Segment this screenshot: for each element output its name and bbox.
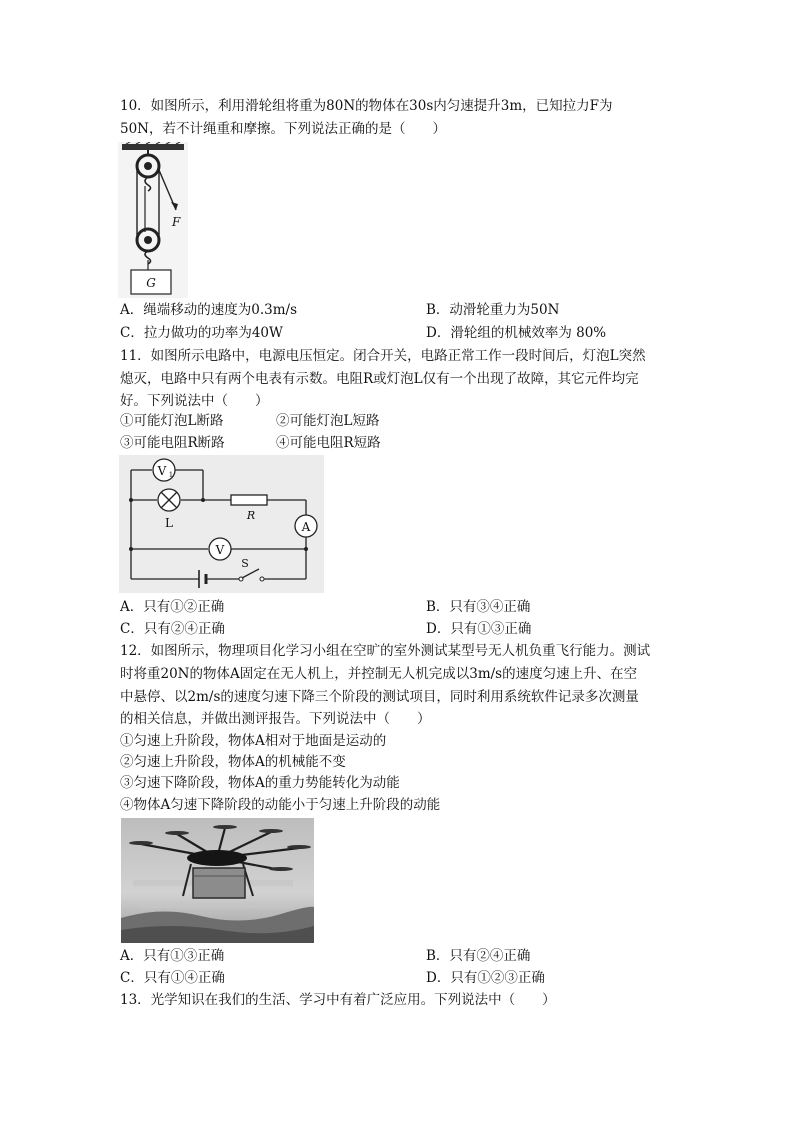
force-label: F (172, 215, 181, 229)
ceiling-mount (122, 144, 184, 150)
voltmeter-v1-label: V (157, 464, 167, 478)
q10-option-c: C．拉力做功的功率为40W (120, 325, 283, 341)
q11-option-b: B．只有③④正确 (426, 599, 531, 615)
q12-option-c: C．只有①④正确 (120, 970, 225, 986)
q12-statement-1: ①匀速上升阶段，物体A相对于地面是运动的 (120, 733, 387, 749)
circuit-diagram-figure (119, 455, 324, 593)
q11-option-a: A．只有①②正确 (120, 599, 225, 615)
q12-statement-3: ③匀速下降阶段，物体A的重力势能转化为动能 (120, 775, 400, 791)
weight-label: G (146, 276, 156, 290)
q10-stem-line-2: 50N，若不计绳重和摩擦。下列说法正确的是（ ） (120, 121, 446, 137)
voltmeter-v-label: V (215, 543, 225, 557)
q11-statement-4: ④可能电阻R短路 (276, 435, 381, 451)
q10-stem-line-1: 10．如图所示，利用滑轮组将重为80N的物体在30s内匀速提升3m，已知拉力F为 (120, 98, 613, 114)
q11-statement-3: ③可能电阻R断路 (120, 435, 225, 451)
q11-option-d: D．只有①③正确 (426, 621, 532, 637)
q12-option-a: A．只有①③正确 (120, 948, 225, 964)
q11-stem-line-2: 熄灭，电路中只有两个电表有示数。电阻R或灯泡L仅有一个出现了故障，其它元件均完 (120, 371, 639, 387)
resistor-label: R (246, 509, 256, 522)
q11-stem-line-1: 11．如图所示电路中，电源电压恒定。闭合开关，电路正常工作一段时间后，灯泡L突然 (120, 348, 646, 364)
pulley-system-figure (118, 142, 188, 298)
ammeter-label: A (301, 520, 311, 534)
q12-statement-4: ④物体A匀速下降阶段的动能小于匀速上升阶段的动能 (120, 797, 441, 813)
drone-photo-figure (121, 818, 314, 943)
q10-option-d: D．滑轮组的机械效率为 80% (426, 325, 607, 341)
q11-statement-1: ①可能灯泡L断路 (120, 413, 224, 429)
q13-stem-line-1: 13．光学知识在我们的生活、学习中有着广泛应用。下列说法中（ ） (120, 992, 556, 1008)
q12-stem-line-1: 12．如图所示，物理项目化学习小组在空旷的室外测试某型号无人机负重飞行能力。测试 (120, 643, 651, 659)
q12-stem-line-4: 的相关信息，并做出测评报告。下列说法中（ ） (120, 711, 431, 727)
switch-label: S (241, 557, 249, 570)
q11-statement-2: ②可能灯泡L短路 (276, 413, 380, 429)
q11-stem-line-3: 好。下列说法中（ ） (120, 393, 269, 409)
q12-stem-line-3: 中悬停、以2m/s的速度匀速下降三个阶段的测试项目，同时利用系统软件记录多次测量 (120, 689, 639, 705)
payload-box (193, 868, 245, 898)
lamp-label: L (165, 516, 173, 530)
rotor (129, 841, 153, 845)
drone-body (187, 850, 247, 866)
q12-option-d: D．只有①②③正确 (426, 970, 545, 986)
q12-statement-2: ②匀速上升阶段，物体A的机械能不变 (120, 754, 346, 770)
q10-option-a: A．绳端移动的速度为0.3m/s (120, 302, 297, 318)
resistor (231, 495, 267, 505)
q11-option-c: C．只有②④正确 (120, 621, 225, 637)
q12-option-b: B．只有②④正确 (426, 948, 531, 964)
q12-stem-line-2: 时将重20N的物体A固定在无人机上，并控制无人机完成以3m/s的速度匀速上升、在空 (120, 666, 638, 682)
q10-option-b: B．动滑轮重力为50N (426, 302, 560, 318)
voltmeter-v1-subscript: 1 (168, 471, 174, 479)
